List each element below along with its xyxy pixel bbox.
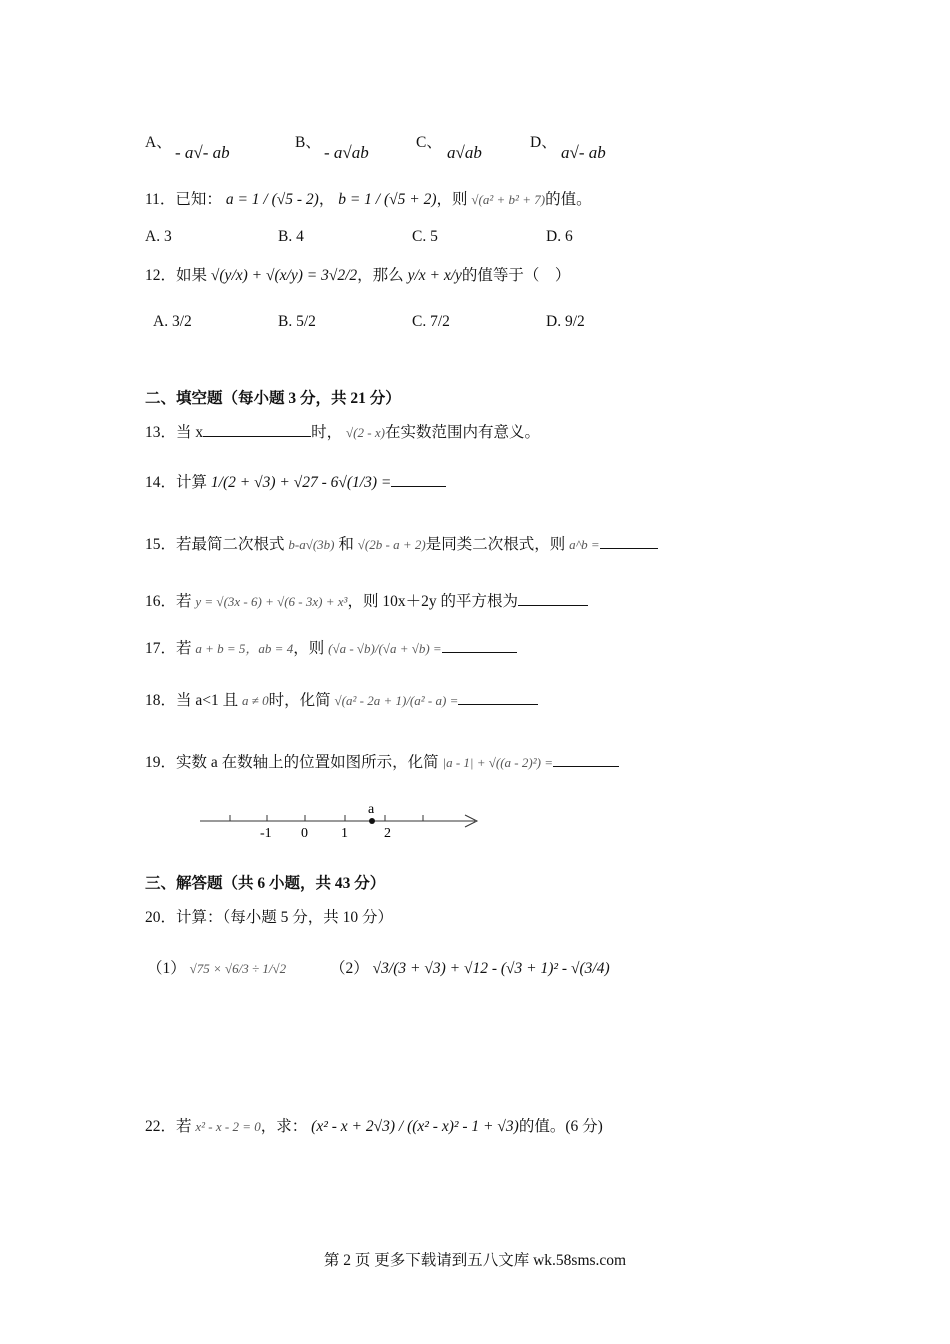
tick-label: -1: [260, 826, 272, 841]
q19-answer-blank: [553, 752, 619, 767]
q10-option-b: B、: [295, 134, 321, 151]
q12-option-c: C. 7/2: [412, 313, 450, 330]
q10-option-a-expr: - a√- ab: [175, 143, 230, 162]
q15-expr1: b-a√(3b): [288, 537, 335, 552]
point-a: [369, 818, 375, 824]
question-15: 15．若最简二次根式 b-a√(3b) 和 √(2b - a + 2)是同类二次根式，则 a^b =: [145, 532, 658, 554]
q16-expr: y = √(3x - 6) + √(6 - 3x) + x³: [195, 594, 348, 609]
number-line: [195, 795, 490, 845]
q11-b-def: b = 1 / (√5 + 2): [338, 191, 437, 208]
question-16: 16．若 y = √(3x - 6) + √(6 - 3x) + x³，则 10x＋2y 的平方根为: [145, 589, 588, 611]
q15-expr3: a^b =: [569, 537, 600, 552]
q11-a-def: a = 1 / (√5 - 2): [225, 191, 319, 208]
section-3-title: 三、解答题（共 6 小题，共 43 分）: [145, 875, 386, 892]
q17-expr: (√a - √b)/(√a + √b) =: [328, 641, 442, 656]
q20-part-1: （1） √75 × √6/3 ÷ 1/√2: [147, 960, 287, 977]
q11-expr: √(a² + b² + 7): [471, 192, 546, 207]
q17-answer-blank: [442, 638, 517, 653]
q10-option-b-expr: - a√ab: [324, 143, 369, 162]
q19-expr: |a - 1| + √((a - 2)²) =: [442, 755, 553, 770]
q12-option-b: B. 5/2: [278, 313, 316, 330]
question-18: 18．当 a<1 且 a ≠ 0时，化简 √(a² - 2a + 1)/(a² - a) =: [145, 688, 538, 710]
q13-expr: √(2 - x): [346, 425, 385, 440]
q10-option-c: C、: [416, 134, 442, 151]
q12-option-a: A. 3/2: [153, 313, 192, 330]
q20-part2-expr: √3/(3 + √3) + √12 - (√3 + 1)² - √(3/4): [372, 960, 610, 977]
question-17: 17．若 a + b = 5，ab = 4，则 (√a - √b)/(√a + √b) =: [145, 636, 517, 658]
q10-option-d: D、: [530, 134, 557, 151]
q18-expr: √(a² - 2a + 1)/(a² - a) =: [334, 693, 459, 708]
page-footer: 第 2 页 更多下载请到五八文库 wk.58sms.com: [323, 1252, 627, 1269]
q20-part-2: （2） √3/(3 + √3) + √12 - (√3 + 1)² - √(3/4): [330, 960, 610, 977]
question-19: 19．实数 a 在数轴上的位置如图所示，化简 |a - 1| + √((a - 2)²) =: [145, 750, 619, 772]
q10-option-a: A、: [145, 134, 172, 151]
q22-expr: (x² - x + 2√3) / ((x² - x)² - 1 + √3): [311, 1118, 519, 1135]
q11-option-a: A. 3: [145, 228, 172, 245]
q11-option-b: B. 4: [278, 228, 304, 245]
q18-answer-blank: [458, 690, 538, 705]
question-12: 12．如果 √(y/x) + √(x/y) = 3√2/2，那么 y/x + x/y的值等于（ ）: [145, 267, 571, 284]
q13-answer-blank: [203, 422, 311, 437]
section-2-title: 二、填空题（每小题 3 分，共 21 分）: [145, 390, 401, 407]
q15-answer-blank: [600, 534, 658, 549]
tick-label: 2: [384, 826, 391, 841]
tick-label: 1: [341, 826, 348, 841]
q11-option-c: C. 5: [412, 228, 438, 245]
q17-cond: a + b = 5，ab = 4: [195, 641, 294, 656]
q14-answer-blank: [391, 472, 446, 487]
q12-option-d: D. 9/2: [546, 313, 585, 330]
point-a-label: a: [368, 802, 375, 817]
q16-answer-blank: [518, 591, 588, 606]
q12-condition: √(y/x) + √(x/y) = 3√2/2: [210, 267, 358, 284]
q22-cond: x² - x - 2 = 0: [195, 1119, 261, 1134]
question-11: 11．已知： a = 1 / (√5 - 2)， b = 1 / (√5 + 2)，则 √(a² + b² + 7)的值。: [145, 191, 592, 208]
q10-option-d-expr: a√- ab: [561, 143, 606, 162]
q20-part1-expr: √75 × √6/3 ÷ 1/√2: [189, 961, 287, 976]
q11-option-d: D. 6: [546, 228, 573, 245]
q10-option-c-expr: a√ab: [447, 143, 482, 162]
question-13: 13．当 x 时， √(2 - x)在实数范围内有意义。: [145, 424, 540, 441]
tick-label: 0: [301, 826, 308, 841]
q18-cond: a ≠ 0: [242, 693, 269, 708]
question-20: 20．计算：（每小题 5 分，共 10 分）: [145, 909, 394, 926]
q12-expr: y/x + x/y: [407, 267, 462, 284]
question-14: 14．计算 1/(2 + √3) + √27 - 6√(1/3) =: [145, 470, 446, 492]
q15-expr2: √(2b - a + 2): [357, 537, 426, 552]
q14-expr: 1/(2 + √3) + √27 - 6√(1/3) =: [210, 474, 392, 491]
question-22: 22．若 x² - x - 2 = 0，求： (x² - x + 2√3) / ((x² - x)² - 1 + √3)的值。(6 分): [145, 1118, 603, 1135]
